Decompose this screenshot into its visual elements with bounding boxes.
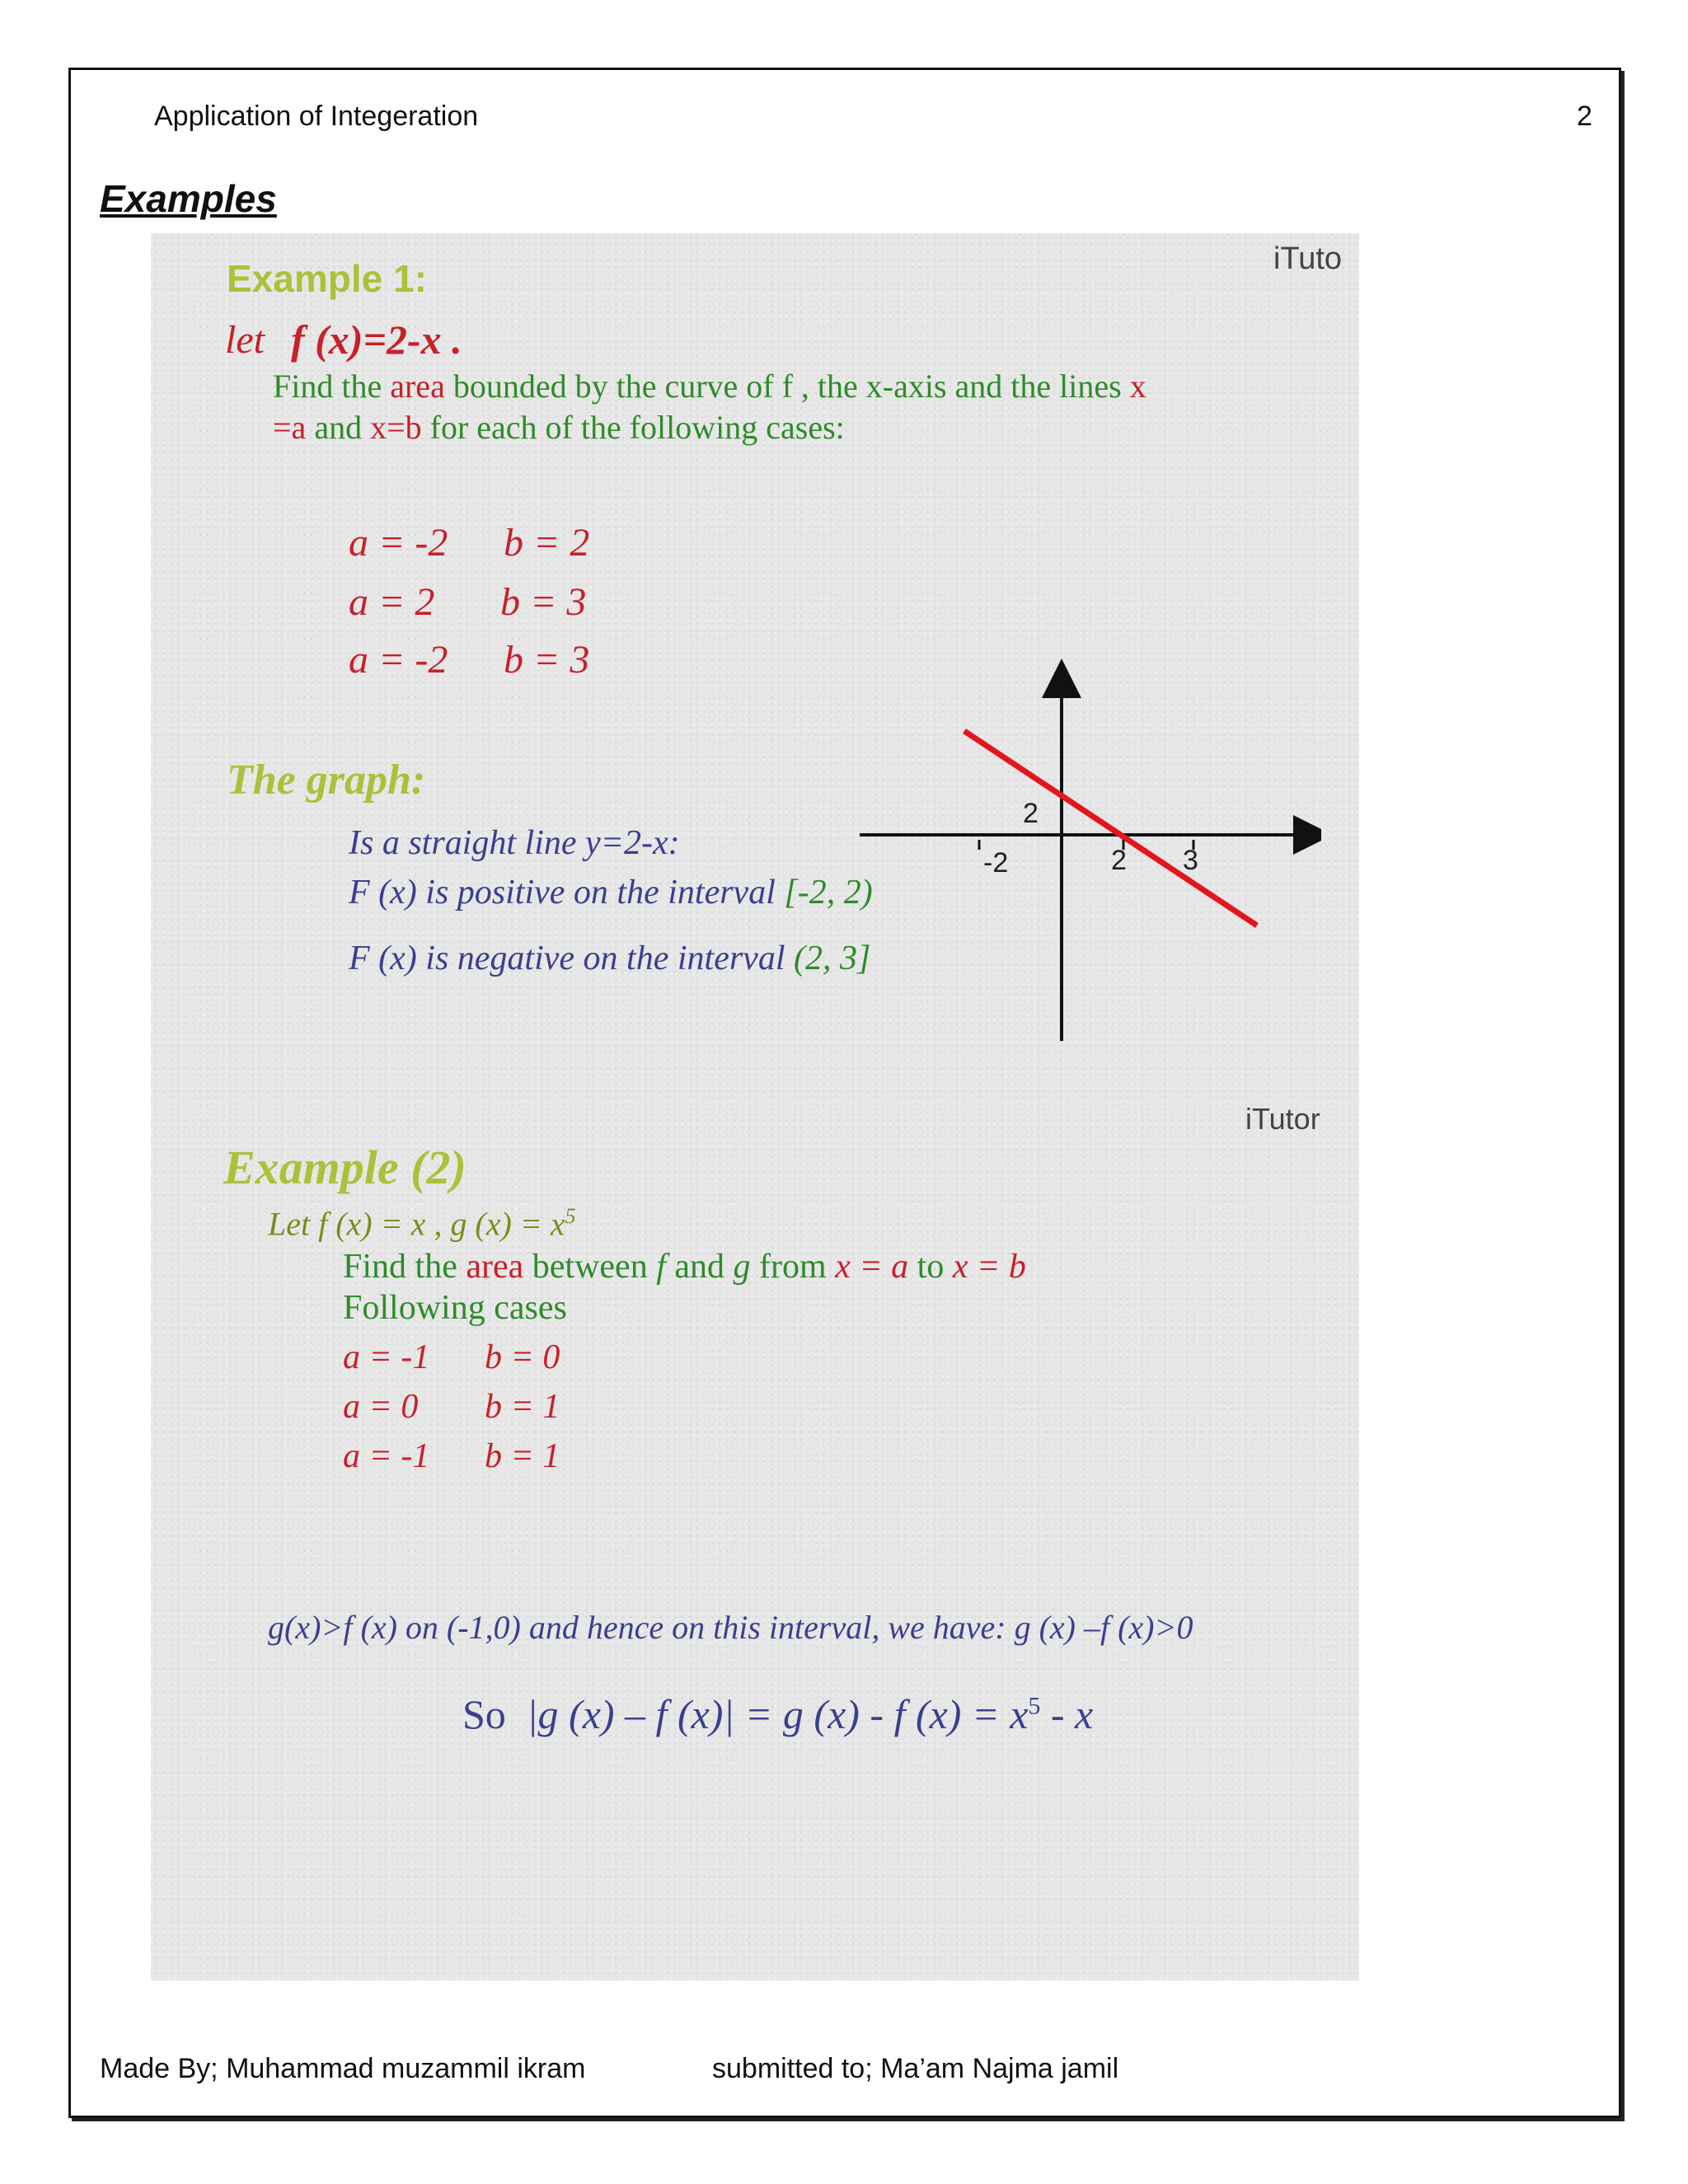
graph-line3-text: F (x) is negative on the interval: [349, 940, 785, 977]
task-xb: x = b: [952, 1248, 1026, 1286]
graph-line2: [349, 873, 873, 912]
example2-let-line: [268, 1204, 576, 1243]
let-text: Let f (x) = x , g (x) = x: [268, 1205, 565, 1243]
brand-logo-middle: iTutor: [1245, 1102, 1320, 1136]
graph-line3-interval: (2, 3]: [794, 940, 871, 977]
let-exponent: 5: [565, 1204, 576, 1228]
case3-b: b = 3: [504, 638, 590, 682]
embedded-slide-image: [151, 233, 1359, 1980]
graph-title: The graph:: [227, 757, 426, 804]
task-g: g: [733, 1248, 751, 1286]
task-and: and: [674, 1248, 725, 1286]
page-number: 2: [1577, 101, 1592, 132]
task-text: Find the: [343, 1248, 457, 1286]
task-x: x: [1129, 368, 1146, 405]
ex2-case2-a: a = 0: [343, 1388, 419, 1426]
task-area: area: [390, 368, 445, 405]
task-text: bounded by the curve of f , the x-axis and the lines: [452, 368, 1122, 405]
section-heading: Examples: [100, 177, 277, 220]
task-a: =a: [273, 409, 307, 446]
task-xa: x = a: [835, 1248, 909, 1286]
ex2-case3-b: b = 1: [485, 1437, 560, 1475]
line-graph: [860, 448, 1321, 1049]
red-line: [964, 731, 1257, 926]
footer-submitted-to: submitted to; Ma’am Najma jamil: [712, 2053, 1119, 2084]
example2-following: Following cases: [343, 1289, 567, 1327]
example2-title: Example (2): [223, 1141, 467, 1194]
example1-task-line2: [273, 408, 845, 447]
inequality-statement: g(x)>f (x) on (-1,0) and hence on this interval, we have: g (x) –f (x)>0: [268, 1609, 1193, 1646]
so-tail: - x: [1040, 1691, 1094, 1737]
so-exponent: 5: [1028, 1692, 1041, 1720]
x-tick-3: 3: [1183, 845, 1198, 876]
ex2-case2-b: b = 1: [485, 1388, 560, 1426]
task-area: area: [466, 1248, 524, 1286]
task-text: Find the: [273, 368, 382, 405]
y-tick-2: 2: [1023, 798, 1039, 829]
graph-line2-text: F (x) is positive on the interval: [349, 874, 776, 912]
task-f: f: [656, 1248, 666, 1286]
example1-let: let: [225, 318, 265, 362]
so-expr: |g (x) – f (x)| = g (x) - f (x) = x: [526, 1691, 1029, 1737]
so-expression: [462, 1690, 1093, 1738]
case2-a: a = 2: [349, 580, 435, 624]
task-text: for each of the following cases:: [429, 409, 845, 446]
ex2-case1-b: b = 0: [485, 1338, 560, 1376]
brand-logo-top: iTuto: [1273, 241, 1343, 276]
case2-b: b = 3: [500, 580, 587, 624]
so-prefix: So: [462, 1691, 506, 1737]
task-from: from: [759, 1248, 827, 1286]
example1-title: Example 1:: [227, 257, 427, 300]
task-to: to: [917, 1248, 945, 1286]
footer-made-by: Made By; Muhammad muzammil ikram: [100, 2053, 586, 2084]
x-tick-2: 2: [1111, 845, 1127, 876]
ex2-case3-a: a = -1: [343, 1437, 430, 1475]
example1-task-line1: [273, 367, 1146, 405]
task-b: x=b: [370, 409, 422, 446]
ex2-case1-a: a = -1: [343, 1338, 430, 1376]
task-text: between: [532, 1248, 648, 1286]
case1-b: b = 2: [504, 521, 590, 565]
graph-line3: [349, 939, 870, 978]
x-tick-neg2: -2: [983, 847, 1009, 879]
example2-task-line: [343, 1247, 1026, 1286]
header-title: Application of Integeration: [154, 101, 479, 132]
task-and: and: [314, 409, 363, 446]
case1-a: a = -2: [349, 521, 448, 565]
case3-a: a = -2: [349, 638, 448, 682]
graph-line2-interval: [-2, 2): [784, 874, 873, 912]
graph-line1: Is a straight line y=2-x:: [349, 824, 680, 862]
example1-function: f (x)=2-x .: [291, 316, 462, 363]
